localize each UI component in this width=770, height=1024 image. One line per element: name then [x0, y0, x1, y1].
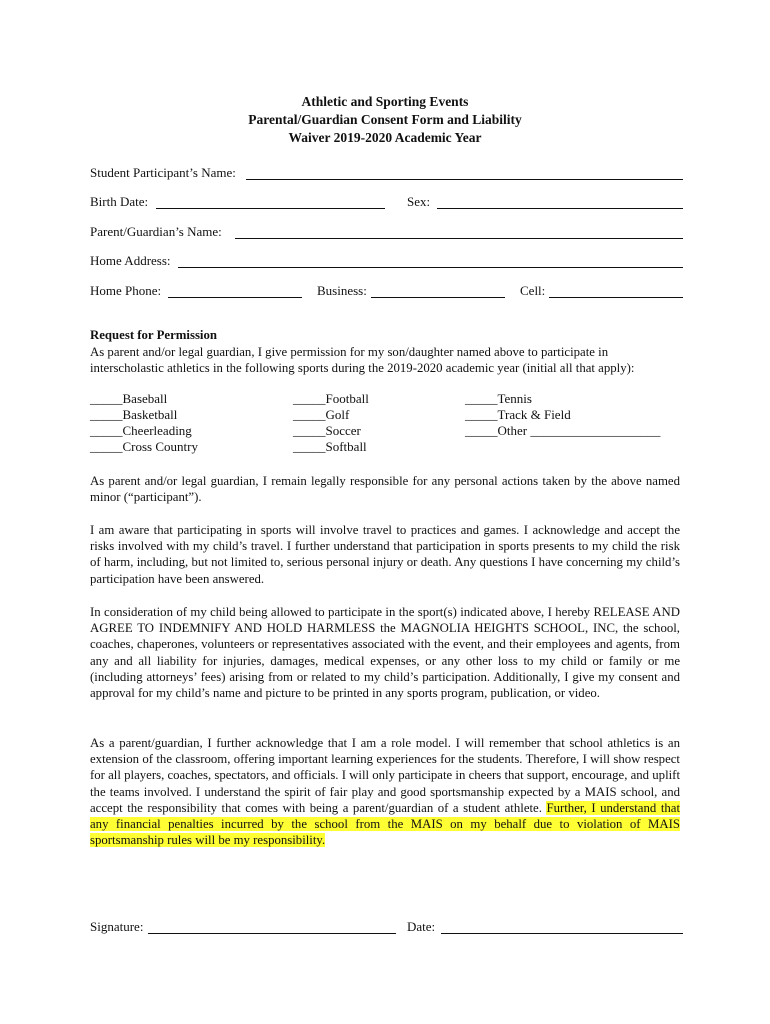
sport-basketball[interactable] — [90, 407, 177, 423]
cell-label: Cell: — [520, 283, 546, 298]
student-name-field[interactable] — [246, 179, 683, 180]
sport-tennis[interactable] — [465, 391, 532, 407]
paragraph-risk-acknowledgement: I am aware that participating in sports will involve travel to practices and games. I acknowledge and accept the risks involved with my child’s travel. I further understand that participation in sports presents to my child the risk of harm, including, but not limited to, serious personal injury or death. Any questions I have concerning my child’s participation have been answered. — [90, 523, 680, 586]
sport-blank: _____ — [90, 407, 123, 422]
form-title — [0, 93, 770, 147]
sport-baseball[interactable] — [90, 391, 167, 407]
sport-other[interactable] — [465, 423, 660, 439]
sport-blank: _____ — [465, 407, 498, 422]
sex-label: Sex: — [407, 194, 431, 209]
sport-label: Track & Field — [497, 407, 571, 422]
paragraph-responsibility: As parent and/or legal guardian, I remain legally responsible for any personal actions taken by the above named minor (“participant”). — [90, 474, 680, 505]
sport-blank: _____ — [293, 423, 326, 438]
birth-date-label: Birth Date: — [90, 194, 149, 209]
signature-field[interactable] — [148, 933, 396, 934]
paragraph-release-indemnify: In consideration of my child being allowed to participate in the sport(s) indicated above, I hereby RELEASE AND AGREE TO INDEMNIFY AND HOLD HARMLESS the MAGNOLIA HEIGHTS SCHOOL, INC, the school, coaches, chaperones, volunteers or representatives associated with the event, and their employees and agents, from any and all liability for injuries, damages, medical expenses, or any other loss to my child or family or me (including attorneys’ fees) arising from or related to my child’s participation. Additionally, I give my consent and approval for my child’s name and picture to be printed in any sports program, publication, or video. — [90, 605, 680, 701]
business-label: Business: — [317, 283, 367, 298]
sport-blank: _____ — [90, 439, 123, 454]
business-field[interactable] — [371, 297, 505, 298]
birth-date-field[interactable] — [156, 208, 385, 209]
home-address-field[interactable] — [178, 267, 683, 268]
paragraph-role-model — [90, 735, 680, 848]
sport-cheerleading[interactable] — [90, 423, 192, 439]
sport-golf[interactable] — [293, 407, 349, 423]
date-field[interactable] — [441, 933, 683, 934]
title-line-1: Athletic and Sporting Events — [301, 94, 469, 109]
home-phone-label: Home Phone: — [90, 283, 162, 298]
student-name-label: Student Participant’s Name: — [90, 165, 236, 180]
role-model-text: As a parent/guardian, I further acknowledge that I am a role model. I will remember that school athletics is an extension of the classroom, offering important learning experiences for the students. Therefore, I will show respect for all players, coaches, spectators, and officials. I will only participate in cheers that support, encourage, and uplift the teams involved. I understand the spirit of fair play and good sportsmanship expected by a MAIS school, and accept the responsibility that comes with being a parent/guardian of a student athlete. — [90, 736, 680, 815]
sport-cross-country[interactable] — [90, 439, 198, 455]
sport-blank: _____ — [293, 439, 326, 454]
sport-label: Soccer — [325, 423, 361, 438]
sport-track-field[interactable] — [465, 407, 571, 423]
sport-label: Football — [325, 391, 369, 406]
home-phone-field[interactable] — [168, 297, 302, 298]
permission-heading: Request for Permission — [90, 328, 218, 342]
signature-label: Signature: — [90, 919, 144, 934]
sport-blank: _____ — [293, 407, 326, 422]
title-line-3: Waiver 2019-2020 Academic Year — [288, 130, 482, 145]
sport-softball[interactable] — [293, 439, 367, 455]
sport-soccer[interactable] — [293, 423, 361, 439]
sport-label: Cross Country — [122, 439, 198, 454]
sport-label: Golf — [325, 407, 350, 422]
permission-intro: As parent and/or legal guardian, I give permission for my son/daughter named above to participate in interscholastic athletics in the following sports during the 2019-2020 academic year (initial all that apply): — [90, 345, 635, 376]
guardian-name-field[interactable] — [235, 238, 683, 239]
sport-label: Basketball — [122, 407, 178, 422]
sex-field[interactable] — [437, 208, 683, 209]
sport-blank: _____ — [465, 391, 498, 406]
title-line-2: Parental/Guardian Consent Form and Liability — [248, 112, 522, 127]
home-address-label: Home Address: — [90, 253, 171, 268]
sport-label: Baseball — [122, 391, 168, 406]
sport-label: Tennis — [497, 391, 532, 406]
highlighted-penalty-text: Further, I understand that any financial penalties incurred by the school from the MAIS on my behalf due to violation of MAIS sportsmanship rules will be my responsibility. — [90, 800, 681, 848]
sport-label: Other ____________________ — [497, 423, 661, 438]
sport-blank: _____ — [90, 391, 123, 406]
sport-label: Softball — [325, 439, 367, 454]
sport-label: Cheerleading — [122, 423, 192, 438]
sport-blank: _____ — [90, 423, 123, 438]
sport-football[interactable] — [293, 391, 369, 407]
cell-field[interactable] — [549, 297, 683, 298]
date-label: Date: — [407, 919, 436, 934]
sport-blank: _____ — [293, 391, 326, 406]
guardian-name-label: Parent/Guardian’s Name: — [90, 224, 222, 239]
sport-blank: _____ — [465, 423, 498, 438]
